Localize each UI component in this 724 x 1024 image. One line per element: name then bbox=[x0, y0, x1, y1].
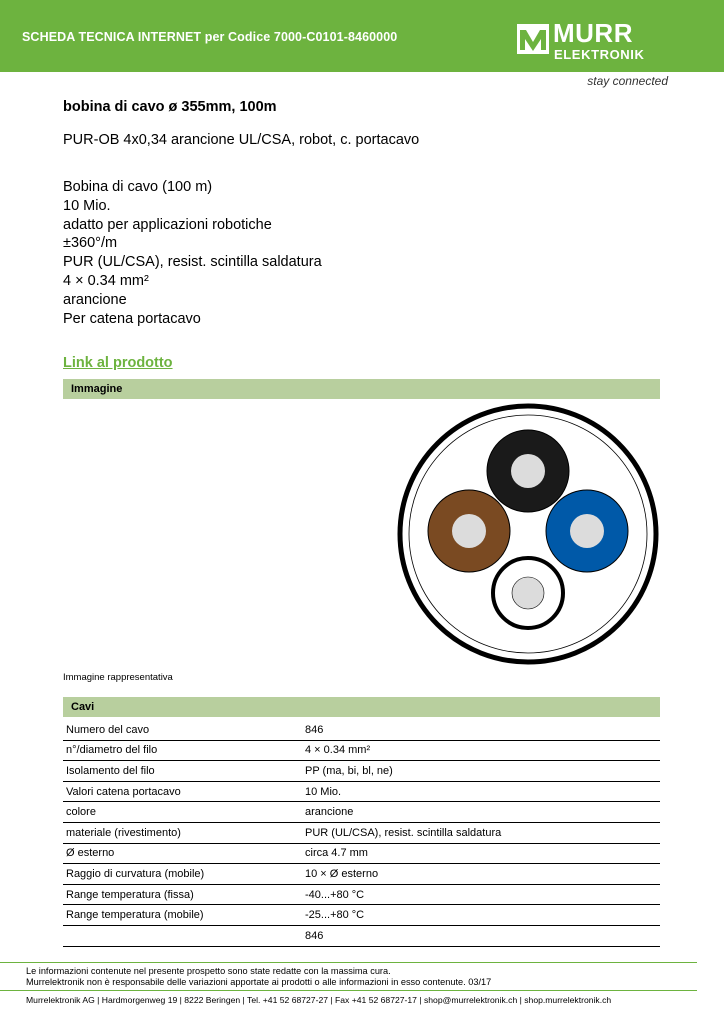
table-row bbox=[63, 905, 660, 926]
footer-disclaimer bbox=[26, 966, 491, 988]
table-row bbox=[63, 864, 660, 885]
feature-item: PUR (UL/CSA), resist. scintilla saldatura bbox=[63, 254, 322, 271]
image-caption: Immagine rappresentativa bbox=[63, 672, 173, 683]
logo-text-murr: MURR bbox=[553, 18, 633, 48]
cables-spec-table bbox=[63, 720, 660, 947]
footer-divider bbox=[0, 990, 697, 991]
table-row bbox=[63, 885, 660, 906]
spec-label: Numero del cavo bbox=[66, 723, 150, 736]
logo-text-elektronik: ELEKTRONIK bbox=[554, 47, 645, 62]
feature-item: Bobina di cavo (100 m) bbox=[63, 179, 213, 195]
spec-label: Range temperatura (mobile) bbox=[66, 909, 204, 922]
table-row bbox=[63, 741, 660, 762]
spec-value: arancione bbox=[305, 806, 354, 819]
table-row bbox=[63, 844, 660, 865]
table-row bbox=[63, 926, 660, 947]
spec-label: Ø esterno bbox=[66, 847, 115, 860]
product-link[interactable]: Link al prodotto bbox=[63, 355, 173, 371]
feature-item: arancione bbox=[63, 291, 127, 308]
feature-item: Per catena portacavo bbox=[63, 310, 201, 327]
product-title: bobina di cavo ø 355mm, 100m bbox=[63, 99, 277, 115]
table-row bbox=[63, 720, 660, 741]
spec-value: 846 bbox=[305, 723, 324, 736]
feature-item: adatto per applicazioni robotiche bbox=[63, 216, 272, 233]
image-section-heading: Immagine bbox=[63, 379, 660, 399]
disclaimer-line: Murrelektronik non è responsabile delle variazioni apportate ai prodotti o alle informazioni in esso contenute. 03/17 bbox=[26, 977, 492, 987]
spec-label: Valori catena portacavo bbox=[66, 785, 181, 798]
spec-value: 846 bbox=[305, 929, 324, 942]
spec-value: 10 × Ø esterno bbox=[305, 867, 379, 880]
feature-item: 4 × 0.34 mm² bbox=[63, 272, 149, 289]
cables-section-heading: Cavi bbox=[63, 697, 660, 717]
spec-label: colore bbox=[66, 806, 96, 819]
table-row bbox=[63, 802, 660, 823]
spec-label: Isolamento del filo bbox=[66, 764, 155, 777]
feature-item: ±360°/m bbox=[63, 235, 118, 252]
spec-label: Raggio di curvatura (mobile) bbox=[66, 867, 205, 880]
product-subtitle: PUR-OB 4x0,34 arancione UL/CSA, robot, c. portacavo bbox=[63, 132, 420, 148]
spec-value: 10 Mio. bbox=[305, 785, 342, 798]
table-row bbox=[63, 823, 660, 844]
spec-value: 4 × 0.34 mm² bbox=[305, 744, 371, 757]
spec-value: -25...+80 °C bbox=[305, 909, 365, 922]
spec-value: -40...+80 °C bbox=[305, 888, 365, 901]
header-bar bbox=[0, 0, 724, 72]
datasheet-title: SCHEDA TECNICA INTERNET per Codice 7000-C0101-8460000 bbox=[22, 30, 398, 44]
tagline: stay connected bbox=[587, 74, 668, 88]
spec-label: Range temperatura (fissa) bbox=[66, 888, 194, 901]
table-row bbox=[63, 761, 660, 782]
spec-value: PP (ma, bi, bl, ne) bbox=[305, 764, 393, 777]
murr-logo-icon bbox=[517, 24, 549, 54]
footer-contact: Murrelektronik AG | Hardmorgenweg 19 | 8222 Beringen | Tel. +41 52 68727-27 | Fax +41 52 68727-17 | shop@murrelektronik.ch | shop.murrelektronik.ch bbox=[26, 995, 612, 1005]
disclaimer-line: Le informazioni contenute nel presente prospetto sono state redatte con la massima cura. bbox=[26, 966, 391, 976]
cable-cross-section-image bbox=[397, 403, 659, 665]
murrelektronik-logo bbox=[517, 18, 669, 70]
spec-label: materiale (rivestimento) bbox=[66, 826, 181, 839]
spec-label: n°/diametro del filo bbox=[66, 744, 158, 757]
feature-item: 10 Mio. bbox=[63, 197, 111, 214]
feature-list bbox=[63, 178, 322, 328]
spec-value: PUR (UL/CSA), resist. scintilla saldatura bbox=[305, 826, 502, 839]
spec-value: circa 4.7 mm bbox=[305, 847, 368, 860]
table-row bbox=[63, 782, 660, 803]
footer-divider bbox=[0, 962, 697, 963]
